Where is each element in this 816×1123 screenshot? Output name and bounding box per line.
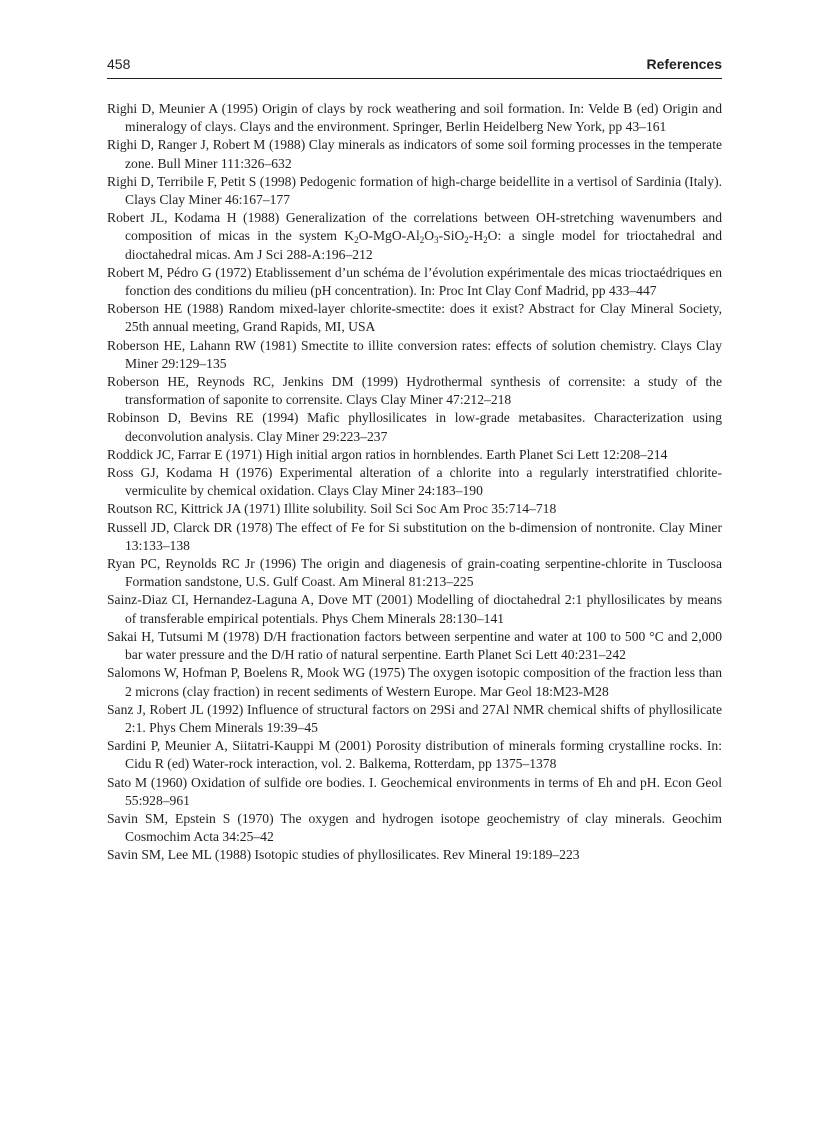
formula-text: O (487, 228, 498, 244)
reference-entry: Righi D, Ranger J, Robert M (1988) Clay minerals as indicators of some soil forming processes in the temperate zone. Bull Miner 111:326–632 (107, 137, 722, 171)
formula-text: -SiO (438, 228, 465, 244)
reference-entry: Sainz-Diaz CI, Hernandez-Laguna A, Dove MT (2001) Modelling of dioctahedral 2:1 phyllosilicates by means of transferable empirical potentials. Phys Chem Minerals 28:130–141 (107, 592, 722, 626)
formula-subscript: 2 (464, 235, 469, 246)
reference-entry: Roberson HE (1988) Random mixed-layer chlorite-smectite: does it exist? Abstract for Clay Mineral Society, 25th annual meeting, Grand Rapids, MI, USA (107, 301, 722, 335)
reference-entry: Righi D, Meunier A (1995) Origin of clays by rock weathering and soil formation. In: Velde B (ed) Origin and mineralogy of clays. Clays and the environment. Springer, Berlin Heidelberg New York, pp 43–161 (107, 101, 722, 135)
formula-text: K (344, 228, 355, 244)
formula-subscript: 2 (354, 235, 359, 246)
reference-entry: Savin SM, Epstein S (1970) The oxygen and hydrogen isotope geochemistry of clay minerals. Geochim Cosmochim Acta 34:25–42 (107, 810, 722, 845)
reference-text: Robert JL, Kodama H (1988) Generalization of the correlations between OH-stretching wavenumbers and composition of micas in the system (107, 210, 722, 244)
reference-entry: Righi D, Terribile F, Petit S (1998) Pedogenic formation of high-charge beidellite in a vertisol of Sardinia (Italy). Clays Clay Miner 46:167–177 (107, 173, 722, 208)
page-header (107, 54, 722, 79)
reference-entry: Russell JD, Clarck DR (1978) The effect of Fe for Si substitution on the b-dimension of nontronite. Clay Miner 13:133–138 (107, 519, 722, 553)
reference-entry: Roberson HE, Lahann RW (1981) Smectite to illite conversion rates: effects of solution chemistry. Clays Clay Miner 29:129–135 (107, 337, 722, 371)
reference-entry: Robinson D, Bevins RE (1994) Mafic phyllosilicates in low-grade metabasites. Characterization using deconvolution analysis. Clay Miner 29:223–237 (107, 410, 722, 444)
formula-text: -H (468, 228, 484, 244)
reference-list (107, 100, 722, 865)
reference-entry: Sakai H, Tutsumi M (1978) D/H fractionation factors between serpentine and water at 100 to 500 °C and 2,000 bar water pressure and the D/H ratio of natural serpentine. Earth Planet Sci Lett 40:231–242 (107, 628, 722, 663)
reference-entry: Salomons W, Hofman P, Boelens R, Mook WG (1975) The oxygen isotopic composition of the fraction less than 2 microns (clay fraction) in recent sediments of Western Europe. Mar Geol 18:M23-M28 (107, 665, 722, 699)
reference-entry (107, 209, 722, 264)
reference-entry: Sato M (1960) Oxidation of sulfide ore bodies. I. Geochemical environments in terms of Eh and pH. Econ Geol 55:928–961 (107, 774, 722, 808)
reference-entry: Roddick JC, Farrar E (1971) High initial argon ratios in hornblendes. Earth Planet Sci Lett 12:208–214 (107, 446, 668, 462)
reference-entry: Sardini P, Meunier A, Siitatri-Kauppi M (2001) Porosity distribution of minerals forming crystalline rocks. In: Cidu R (ed) Water-rock interaction, vol. 2. Balkema, Rotterdam, pp 1375–1378 (107, 738, 722, 772)
formula-text: O-MgO-Al (358, 228, 420, 244)
reference-entry: Ross GJ, Kodama H (1976) Experimental alteration of a chlorite into a regularly interstratified chlorite-vermiculite by chemical oxidation. Clays Clay Miner 24:183–190 (107, 465, 722, 499)
page-number: 458 (107, 56, 131, 72)
chemical-formula (344, 228, 498, 246)
section-title: References (646, 56, 722, 72)
reference-entry: Routson RC, Kittrick JA (1971) Illite solubility. Soil Sci Soc Am Proc 35:714–718 (107, 501, 557, 517)
formula-text: O (424, 228, 435, 244)
reference-entry: Sanz J, Robert JL (1992) Influence of structural factors on 29Si and 27Al NMR chemical shifts of phyllosilicate 2:1. Phys Chem Minerals 19:39–45 (107, 701, 722, 735)
formula-subscript: 2 (483, 235, 488, 246)
reference-text: : a single model for trioctahedral and dioctahedral micas. Am J Sci 288-A:196–212 (125, 228, 722, 262)
reference-entry: Roberson HE, Reynods RC, Jenkins DM (1999) Hydrothermal synthesis of corrensite: a study of the transformation of saponite to corrensite. Clays Clay Miner 47:212–218 (107, 374, 722, 408)
reference-entry: Robert M, Pédro G (1972) Etablissement d’un schéma de l’évolution expérimentale des micas trioctaédriques en fonction des conditions du milieu (pH concentration). In: Proc Int Clay Conf Madrid, pp 433–447 (107, 264, 722, 299)
reference-entry: Savin SM, Lee ML (1988) Isotopic studies of phyllosilicates. Rev Mineral 19:189–223 (107, 847, 580, 863)
formula-subscript: 2 (419, 235, 425, 246)
formula-subscript: 3 (434, 235, 439, 246)
reference-entry: Ryan PC, Reynolds RC Jr (1996) The origin and diagenesis of grain-coating serpentine-chlorite in Tuscloosa Formation sandstone, U.S. Gulf Coast. Am Mineral 81:213–225 (107, 556, 722, 590)
